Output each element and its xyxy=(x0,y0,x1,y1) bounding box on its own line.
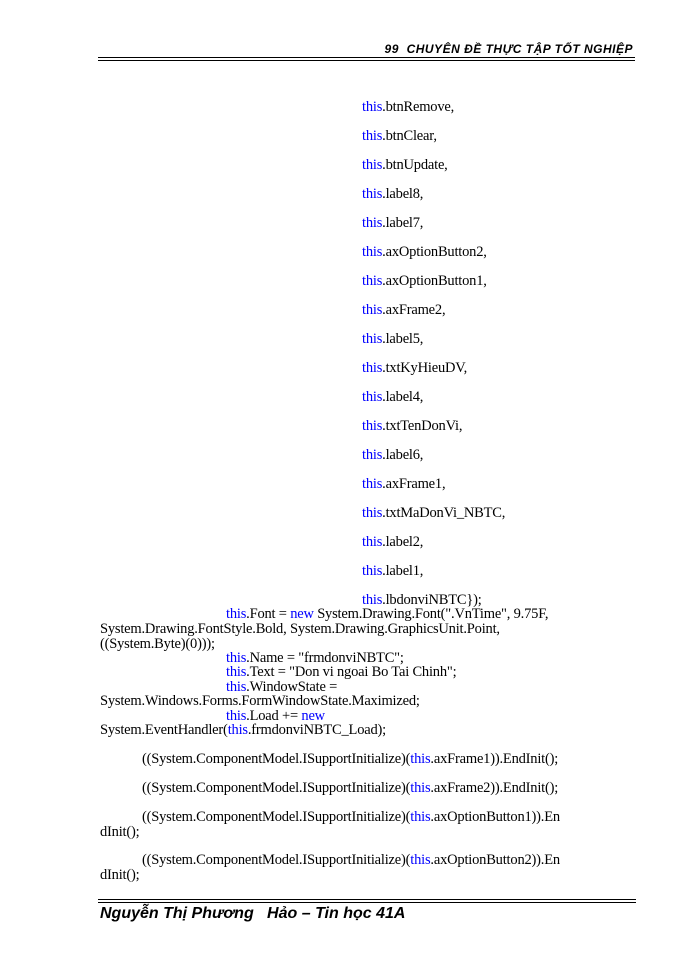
code-text: .label8, xyxy=(382,186,424,202)
code-line xyxy=(362,158,448,173)
code-line xyxy=(100,825,139,840)
keyword: this xyxy=(410,751,431,767)
code-line xyxy=(226,665,456,680)
code-text: dInit(); xyxy=(100,867,140,883)
code-text: .frmdonviNBTC_Load); xyxy=(247,722,387,738)
code-text: .label2, xyxy=(382,534,424,550)
footer-rule xyxy=(98,899,636,900)
code-text: ((System.ComponentModel.ISupportInitialize)( xyxy=(142,751,411,767)
code-line xyxy=(362,216,423,231)
keyword: this xyxy=(362,418,383,434)
code-text: .btnClear, xyxy=(382,128,437,144)
keyword: this xyxy=(362,302,383,318)
page-number: 99 xyxy=(384,42,399,56)
code-text: System.Drawing.Font(".VnTime", 9.75F, xyxy=(313,606,549,622)
keyword: this xyxy=(410,780,431,796)
keyword: this xyxy=(362,505,383,521)
code-text: System.Drawing.FontStyle.Bold, System.Drawing.GraphicsUnit.Point, xyxy=(100,621,500,637)
code-text: ((System.ComponentModel.ISupportInitialize)( xyxy=(142,809,411,825)
code-line xyxy=(100,637,215,652)
keyword: this xyxy=(362,563,383,579)
code-text: System.EventHandler( xyxy=(100,722,228,738)
code-text: .label6, xyxy=(382,447,424,463)
code-text: dInit(); xyxy=(100,824,140,840)
code-line xyxy=(362,129,437,144)
code-line xyxy=(362,303,445,318)
code-text: .axOptionButton1)).En xyxy=(430,809,560,825)
code-line xyxy=(362,506,505,521)
code-text: .axFrame2, xyxy=(382,302,446,318)
keyword: new xyxy=(301,708,325,724)
code-text: .axOptionButton1, xyxy=(382,273,487,289)
code-line xyxy=(362,477,445,492)
code-text: .label4, xyxy=(382,389,424,405)
code-text: .axFrame1, xyxy=(382,476,446,492)
code-line xyxy=(100,723,386,738)
keyword: this xyxy=(227,722,248,738)
code-text: .btnRemove, xyxy=(382,99,455,115)
keyword: this xyxy=(362,244,383,260)
keyword: this xyxy=(410,809,431,825)
code-text: .btnUpdate, xyxy=(382,157,448,173)
keyword: this xyxy=(226,679,247,695)
keyword: this xyxy=(362,215,383,231)
keyword: this xyxy=(226,606,247,622)
keyword: this xyxy=(362,128,383,144)
code-line xyxy=(100,868,139,883)
header-rule xyxy=(98,57,635,58)
keyword: this xyxy=(362,447,383,463)
code-text: ((System.ComponentModel.ISupportInitialize)( xyxy=(142,780,411,796)
keyword: this xyxy=(362,331,383,347)
code-line xyxy=(142,781,558,796)
code-line xyxy=(362,274,487,289)
document-title: CHUYÊN ĐỀ THỰC TẬP TỐT NGHIỆP xyxy=(406,42,633,56)
code-line xyxy=(142,752,558,767)
code-line xyxy=(362,564,423,579)
code-text: .WindowState = xyxy=(246,679,338,695)
keyword: this xyxy=(410,852,431,868)
keyword: this xyxy=(226,650,247,666)
keyword: this xyxy=(362,99,383,115)
keyword: new xyxy=(290,606,314,622)
code-line xyxy=(142,853,560,868)
code-text: .axOptionButton2)).En xyxy=(430,852,560,868)
code-line xyxy=(142,810,560,825)
code-text: .Text = "Don vi ngoai Bo Tai Chinh"; xyxy=(246,664,457,680)
code-line xyxy=(362,448,423,463)
keyword: this xyxy=(362,389,383,405)
code-line xyxy=(226,607,548,622)
code-text: .label5, xyxy=(382,331,424,347)
keyword: this xyxy=(362,186,383,202)
keyword: this xyxy=(362,157,383,173)
code-text: .Font = xyxy=(246,606,291,622)
page-header xyxy=(98,38,635,68)
keyword: this xyxy=(362,592,383,608)
code-text: .lbdonviNBTC}); xyxy=(382,592,482,608)
code-text: ((System.ComponentModel.ISupportInitialize)( xyxy=(142,852,411,868)
code-text: .label1, xyxy=(382,563,424,579)
code-line xyxy=(362,187,423,202)
code-text: .label7, xyxy=(382,215,424,231)
code-text: .axFrame2)).EndInit(); xyxy=(430,780,559,796)
keyword: this xyxy=(362,360,383,376)
code-text: .txtKyHieuDV, xyxy=(382,360,468,376)
keyword: this xyxy=(226,708,247,724)
footer-rule xyxy=(98,902,636,903)
code-line xyxy=(362,535,423,550)
code-text: .axFrame1)).EndInit(); xyxy=(430,751,559,767)
code-line xyxy=(362,245,487,260)
code-text: .Load += xyxy=(246,708,302,724)
header-rule xyxy=(98,60,635,61)
code-text: System.Windows.Forms.FormWindowState.Maximized; xyxy=(100,693,420,709)
code-line xyxy=(362,419,462,434)
code-text: .Name = "frmdonviNBTC"; xyxy=(246,650,404,666)
code-line xyxy=(362,332,423,347)
code-text: .txtMaDonVi_NBTC, xyxy=(382,505,506,521)
footer-author: Nguyễn Thị Phương Hảo – Tin học 41A xyxy=(100,905,406,922)
keyword: this xyxy=(362,273,383,289)
code-line xyxy=(362,100,454,115)
header-title-line xyxy=(385,42,633,56)
code-line xyxy=(100,694,420,709)
code-text: .axOptionButton2, xyxy=(382,244,487,260)
keyword: this xyxy=(362,476,383,492)
code-text: .txtTenDonVi, xyxy=(382,418,463,434)
code-line xyxy=(362,361,467,376)
code-text: ((System.Byte)(0))); xyxy=(100,636,215,652)
keyword: this xyxy=(362,534,383,550)
keyword: this xyxy=(226,664,247,680)
code-line xyxy=(100,622,500,637)
code-line xyxy=(362,390,423,405)
